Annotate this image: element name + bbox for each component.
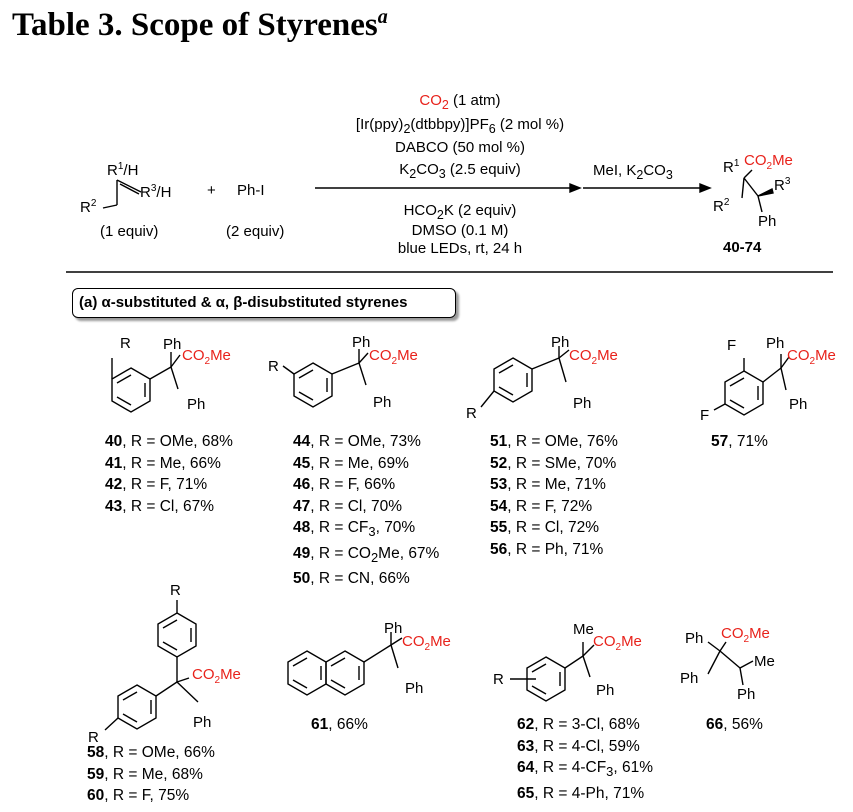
svg-text:Ph: Ph	[596, 682, 615, 699]
svg-text:Ph: Ph	[766, 335, 785, 352]
condition-light: blue LEDs, rt, 24 h	[397, 240, 523, 257]
reagent-equiv: (2 equiv)	[226, 223, 285, 240]
svg-text:Ph: Ph	[193, 714, 212, 731]
product-range: 40-74	[723, 239, 762, 256]
svg-text:CO2Me: $CO_2Me$	[192, 666, 241, 686]
svg-text:Ph: Ph	[163, 336, 182, 353]
substrate-equiv: (1 equiv)	[100, 223, 159, 240]
svg-text:R: R	[268, 358, 279, 375]
list-item: 46, R = F, 66%	[293, 476, 396, 493]
second-step-reagents: MeI, $K_2CO_3$	[593, 162, 673, 182]
list-item: 51, R = OMe, 76%	[490, 433, 618, 450]
svg-text:Ph: Ph	[405, 680, 424, 697]
svg-text:R: R	[466, 405, 477, 422]
svg-text:F: F	[700, 407, 710, 424]
svg-text:Ph: Ph	[737, 686, 756, 703]
svg-text:Ph: Ph	[789, 396, 808, 413]
svg-text:R: R	[170, 582, 181, 599]
list-item: 63, R = 4-Cl, 59%	[517, 737, 640, 755]
svg-text:Ph: Ph	[187, 396, 206, 413]
reagent-label: Ph-I	[237, 182, 265, 199]
list-item: 54, R = F, 72%	[490, 497, 593, 515]
svg-text:F: F	[727, 337, 737, 354]
svg-text:R: R	[88, 729, 99, 746]
list-item: 55, R = Cl, 72%	[490, 519, 599, 536]
list-item: 43, R = Cl, 67%	[105, 497, 214, 515]
svg-text:Ph: Ph	[573, 395, 592, 412]
list-item: 62, R = 3-Cl, 68%	[517, 716, 640, 733]
list-item: 58, R = OMe, 66%	[87, 744, 215, 761]
list-item: 48, $R = CF_3$, 70%	[293, 519, 416, 540]
list-item: 49, $R = CO_2Me$, 67%	[293, 544, 440, 565]
svg-text:Ph: Ph	[758, 213, 777, 230]
list-item: 45, R = Me, 69%	[293, 454, 409, 472]
svg-text:CO2Me: $CO_2Me$	[402, 633, 451, 653]
svg-text:Me: Me	[754, 653, 775, 670]
list-item: 42, R = F, 71%	[105, 476, 208, 493]
svg-text:Me: Me	[573, 621, 594, 638]
svg-text:R1: $R^1$	[723, 158, 740, 176]
list-item: 56, R = Ph, 71%	[490, 540, 604, 558]
list-item: 65, R = 4-Ph, 71%	[517, 784, 645, 802]
svg-text:R3/H: $R^3/H$	[140, 183, 172, 201]
list-item: 61, 66%	[311, 716, 368, 733]
svg-text:Ph: Ph	[352, 334, 371, 351]
svg-text:R1/H: $R^1/H$	[107, 161, 139, 179]
svg-text:Ph: Ph	[685, 630, 704, 647]
condition-formate: $HCO_2K$ (2 equiv)	[403, 202, 517, 222]
condition-catalyst: $[Ir(ppy)_2(dtbbpy)]PF_6$ (2 mol %)	[355, 116, 565, 136]
svg-text:R: R	[493, 671, 504, 688]
svg-text:R: R	[120, 335, 131, 352]
plus-sign: +	[207, 182, 216, 199]
table-title-text: Table 3. Scope of Styrenes	[12, 7, 378, 43]
list-item: 44, R = OMe, 73%	[293, 433, 421, 450]
list-item: 40, R = OMe, 68%	[105, 433, 233, 450]
list-item: 64, $R = 4-CF_3$, 61%	[517, 759, 653, 780]
table-title-footnote-mark: a	[377, 6, 388, 28]
svg-text:CO2Me: $CO_2Me$	[369, 347, 418, 367]
co2-label: $CO_2$	[419, 92, 449, 112]
list-item: 60, R = F, 75%	[87, 787, 190, 804]
svg-text:CO2Me: $CO_2Me$	[593, 633, 642, 653]
svg-text:CO2Me: $CO_2Me$	[787, 347, 836, 367]
svg-text:CO2Me: $CO_2Me$	[721, 625, 770, 645]
list-item: 66, 56%	[706, 716, 763, 733]
list-item: 47, R = Cl, 70%	[293, 497, 402, 515]
list-item: 57, 71%	[711, 433, 768, 450]
svg-text:Ph: Ph	[680, 670, 699, 687]
svg-text:R2: $R^2$	[80, 198, 97, 216]
condition-base: $K_2CO_3$ (2.5 equiv)	[399, 161, 521, 181]
list-item: 41, R = Me, 66%	[105, 454, 221, 472]
svg-text:Ph: Ph	[373, 394, 392, 411]
svg-text:Ph: Ph	[551, 334, 570, 351]
svg-text:R2: $R^2$	[713, 197, 730, 215]
svg-text:CO2Me: $CO_2Me$	[569, 347, 618, 367]
svg-text:CO2Me: $CO_2Me$	[182, 347, 231, 367]
list-item: 50, R = CN, 66%	[293, 570, 410, 588]
condition-co2: $CO_2$ (1 atm)	[419, 92, 501, 112]
list-item: 52, R = SMe, 70%	[490, 454, 617, 472]
list-item: 53, R = Me, 71%	[490, 476, 606, 493]
svg-text:R3: $R^3$	[774, 176, 791, 194]
section-header: (a) α-substituted & α, β-disubstituted styrenes	[72, 288, 456, 318]
list-item: 59, R = Me, 68%	[87, 765, 203, 783]
condition-dabco: DABCO (50 mol %)	[394, 139, 526, 156]
condition-solvent: DMSO (0.1 M)	[411, 222, 509, 239]
svg-text:Ph: Ph	[384, 620, 403, 637]
svg-text:CO2Me: $CO_2Me$	[744, 152, 793, 172]
